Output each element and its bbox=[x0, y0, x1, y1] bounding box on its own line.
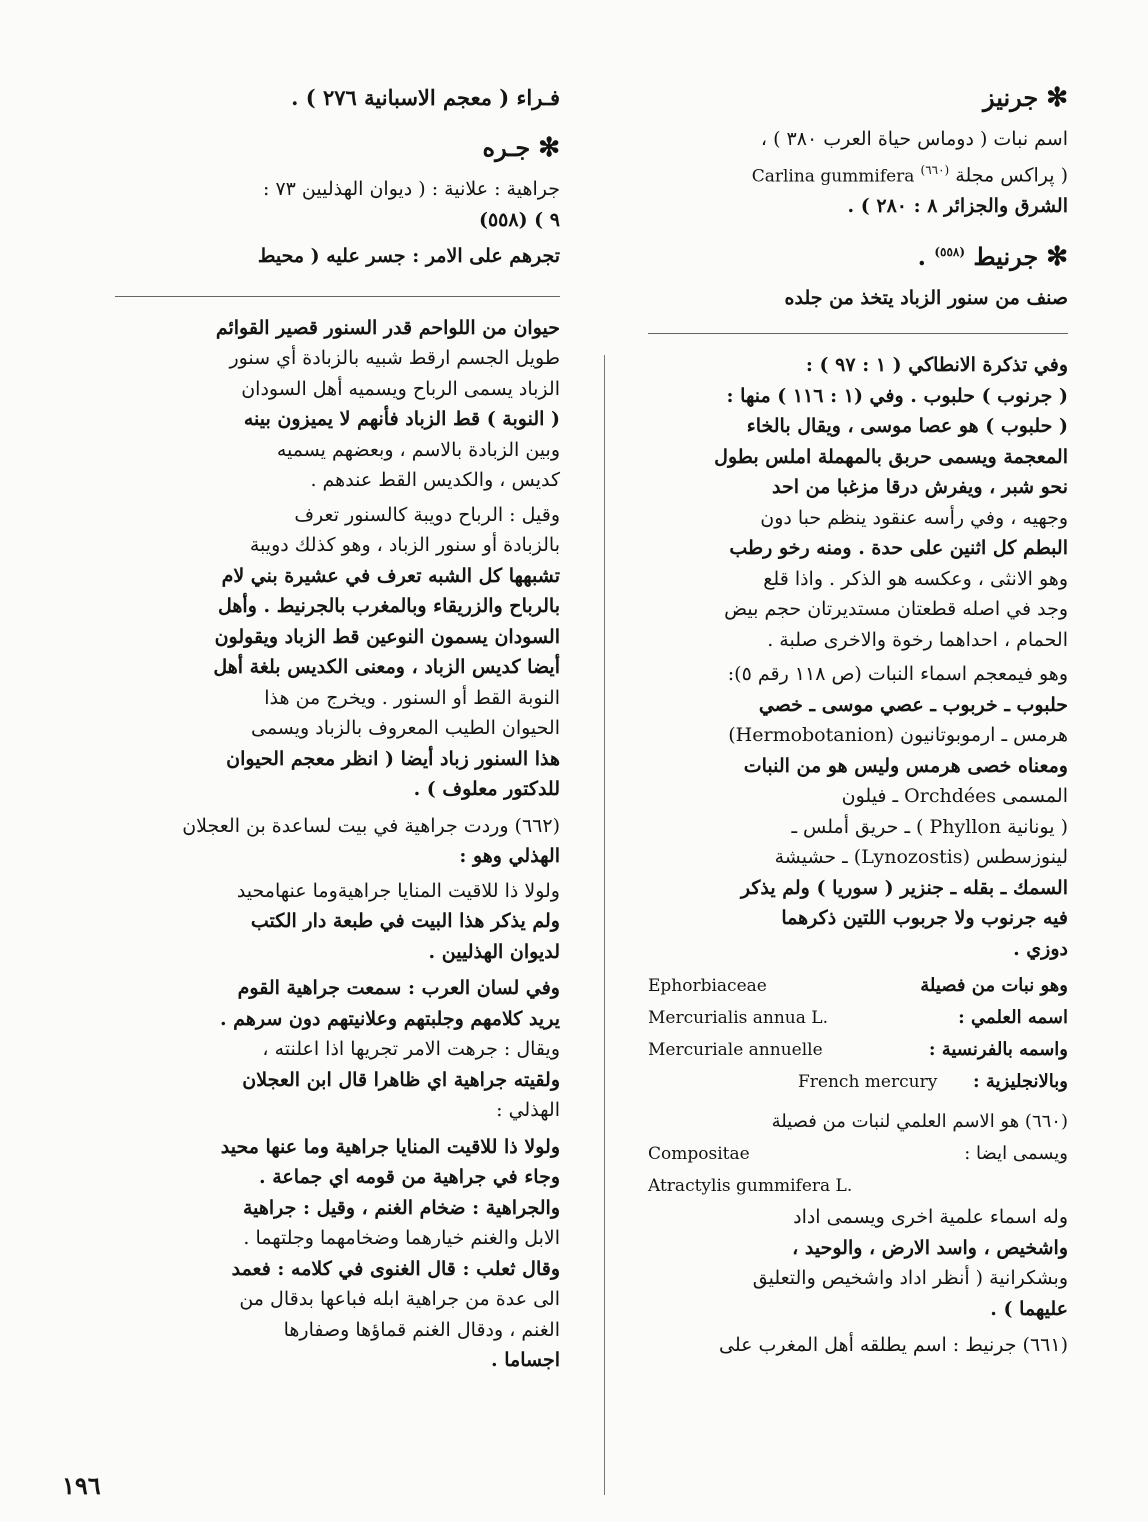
right-column bbox=[648, 78, 1068, 1361]
left-column: فـراء ( معجم الاسبانية ٢٧٦ ) . ✻جـره جراهية : علانية : ( ديوان الهذليين ٧٣ : ٩ ) (٥٥٨) تجرهم على الامر : جسر عليه ( محيط حيوان من اللواحم قدر السنور قصير القوائم طويل الجسم ارقط شبيه بالزبادة أي سنور الزباد يسمى الرباح ويسميه أهل السودان ( النوبة ) قط الزباد فأنهم لا يميزون بينه وبين الزبادة بالاسم ، وبعضهم يسميه كديس ، والكديس القط عندهم . وقيل : الرباح دويبة كالسنور تعرف بالزبادة أو سنور الزباد ، وهو كذلك دويبة تشبهها كل الشبه تعرف في عشيرة بني لام بالرباح والزريقاء وبالمغرب بالجرنيط . وأهل السودان يسمون النوعين قط الزباد ويقولون أيضا كديس الزباد ، ومعنى الكديس بلغة أهل النوبة القط أو السنور . ويخرج من هذا الحيوان الطيب المعروف بالزباد ويسمى هذا السنور زباد أيضا ( انظر معجم الحيوان للدكتور معلوف ) . (٦٦٢) وردت جراهية في بيت لساعدة بن العجلان الهذلي وهو : ولولا ذا للاقيت المنايا جراهيةوما عنهامحيد ولم يذكر هذا البيت في طبعة دار الكتب لديوان الهذليين . وفي لسان العرب : سمعت جراهية القوم يريد كلامهم وجلبتهم وعلانيتهم دون سرهم . ويقال : جرهت الامر تجريها اذا اعلنته ، ولقيته جراهية اي ظاهرا قال ابن العجلان الهذلي : ولولا ذا للاقيت المنايا جراهية وما عنها محيد وجاء في جراهية من قومه اي جماعة . والجراهية : ضخام الغنم ، وقيل : جراهية الابل والغنم خيارهما وضخامهما وجلتهما . وقال ثعلب : قال الغنوى في كلامه : فعمد الى عدة من جراهية ابله فباعها بدقال من الغنم ، ودقال الغنم قماؤها وصفارها اجساما . bbox=[115, 78, 560, 1376]
verse: ولولا ذا للاقيت المنايا جراهيةوما عنهامحيد bbox=[236, 879, 560, 902]
sci-row: واسمه بالفرنسية : Mercuriale annuelle bbox=[648, 1039, 1068, 1061]
footnotes-left: حيوان من اللواحم قدر السنور قصير القوائم طويل الجسم ارقط شبيه بالزبادة أي سنور الزباد يسمى الرباح ويسميه أهل السودان ( النوبة ) قط الزباد فأنهم لا يميزون بينه وبين الزبادة بالاسم ، وبعضهم يسميه كديس ، والكديس القط عندهم . وقيل : الرباح دويبة كالسنور تعرف بالزبادة أو سنور الزباد ، وهو كذلك دويبة تشبهها كل الشبه تعرف في عشيرة بني لام بالرباح والزريقاء وبالمغرب بالجرنيط . وأهل السودان يسمون النوعين قط الزباد ويقولون أيضا كديس الزباد ، ومعنى الكديس بلغة أهل النوبة القط أو السنور . ويخرج من هذا الحيوان الطيب المعروف بالزباد ويسمى هذا السنور زباد أيضا ( انظر معجم الحيوان للدكتور معلوف ) . (٦٦٢) وردت جراهية في بيت لساعدة بن العجلان الهذلي وهو : ولولا ذا للاقيت المنايا جراهيةوما عنهامحيد ولم يذكر هذا البيت في طبعة دار الكتب لديوان الهذليين . وفي لسان العرب : سمعت جراهية القوم يريد كلامهم وجلبتهم وعلانيتهم دون سرهم . ويقال : جرهت الامر تجريها اذا اعلنته ، ولقيته جراهية اي ظاهرا قال ابن العجلان الهذلي : ولولا ذا للاقيت المنايا جراهية وما عنها محيد وجاء في جراهية من قومه اي جماعة . والجراهية : ضخام الغنم ، وقيل : جراهية الابل والغنم خيارهما وضخامهما وجلتهما . وقال ثعلب : قال الغنوى في كلامه : فعمد الى عدة من جراهية ابله فباعها بدقال من الغنم ، ودقال الغنم قماؤها وصفارها اجساما . bbox=[115, 313, 560, 1376]
entry-text: ( پراكس مجلة $^{(٦٦٠)}$ Carlina gummifera bbox=[751, 162, 1068, 186]
asterisk-icon: ✻ bbox=[1046, 83, 1068, 113]
column-divider bbox=[604, 355, 605, 1495]
asterisk-icon: ✻ bbox=[1046, 241, 1068, 272]
asterisk-icon: ✻ bbox=[538, 133, 560, 163]
fn-660: (٦٦٠) هو الاسم العلمي لنبات من فصيلة bbox=[771, 1111, 1068, 1133]
entry-text: اسم نبات ( دوماس حياة العرب ٣٨٠ ) ، bbox=[760, 128, 1068, 150]
sci-row: وبالانجليزية : French mercury bbox=[798, 1071, 1068, 1093]
entry-heading: ✻جرنيز bbox=[982, 83, 1068, 113]
footnotes-right: وفي تذكرة الانطاكي ( ١ : ٩٧ ) : ( جرنوب ) حلبوب . وفي (١ : ١١٦ ) منها : ( حلبوب ) هو عصا موسى ، ويقال بالخاء المعجمة ويسمى حربق بالمهملة املس بطول نحو شبر ، ويفرش درقا مزغبا من احد وجهيه ، وفي رأسه عنقود ينظم حبا دون البطم كل اثنين على حدة . ومنه رخو رطب وهو الانثى ، وعكسه هو الذكر . واذا قلع وجد في اصله قطعتان مستديرتان حجم بيض الحمام ، احداهما رخوة والاخرى صلبة . وهو فيمعجم اسماء النبات (ص ١١٨ رقم ٥): حلبوب ـ خربوب ـ عصي موسى ـ خصي هرمس ـ ارموبوتانيون (Hermobotanion) ومعناه خصى هرمس وليس هو من النبات المسمى Orchdées ـ فيلون ( يونانية Phyllon ) ـ حريق أملس ـ لينوزسطس (Lynozostis) ـ حشيشة السمك ـ بقله ـ جنزير ( سوريا ) ولم يذكر فيه جرنوب ولا جربوب اللتين ذكرهما دوزي . وهو نبات من فصيلة Ephorbiaceae اسمه العلمي : Mercurialis annua L. واسمه بالفرنسية : Mercuriale annuelle وبالانجليزية : French mercury (٦٦٠) هو الاسم العلمي لنبات من فصيلة ويسمى ايضا : Compositae Atractylis gummifera L. وله اسماء علمية اخرى ويسمى اداد واشخيص ، واسد الارض ، والوحيد ، وبشكرانية ( أنظر اداد واشخيص والتعليق عليهما ) . (٦٦١) جرنيط : اسم يطلقه أهل المغرب على bbox=[648, 350, 1068, 1361]
sci-row: اسمه العلمي : Mercurialis annua L. bbox=[648, 1007, 1068, 1029]
sci-row: وهو نبات من فصيلة Ephorbiaceae bbox=[648, 975, 1068, 997]
verse: ولولا ذا للاقيت المنايا جراهية وما عنها محيد bbox=[220, 1135, 560, 1158]
page-number: ١٩٦ bbox=[62, 1471, 101, 1500]
entry-text: الشرق والجزائر ٨ : ٢٨٠ ) . bbox=[847, 195, 1068, 218]
entry-text: صنف من سنور الزباد يتخذ من جلده bbox=[784, 286, 1068, 309]
entry-heading: ✻جـره bbox=[482, 133, 560, 163]
entry-heading: ✻جرنيط $^{(٥٥٨)}$ . bbox=[917, 241, 1068, 272]
divider bbox=[648, 333, 1068, 334]
fn-661: (٦٦١) جرنيط : اسم يطلقه أهل المغرب على bbox=[719, 1334, 1068, 1357]
divider bbox=[115, 296, 560, 297]
